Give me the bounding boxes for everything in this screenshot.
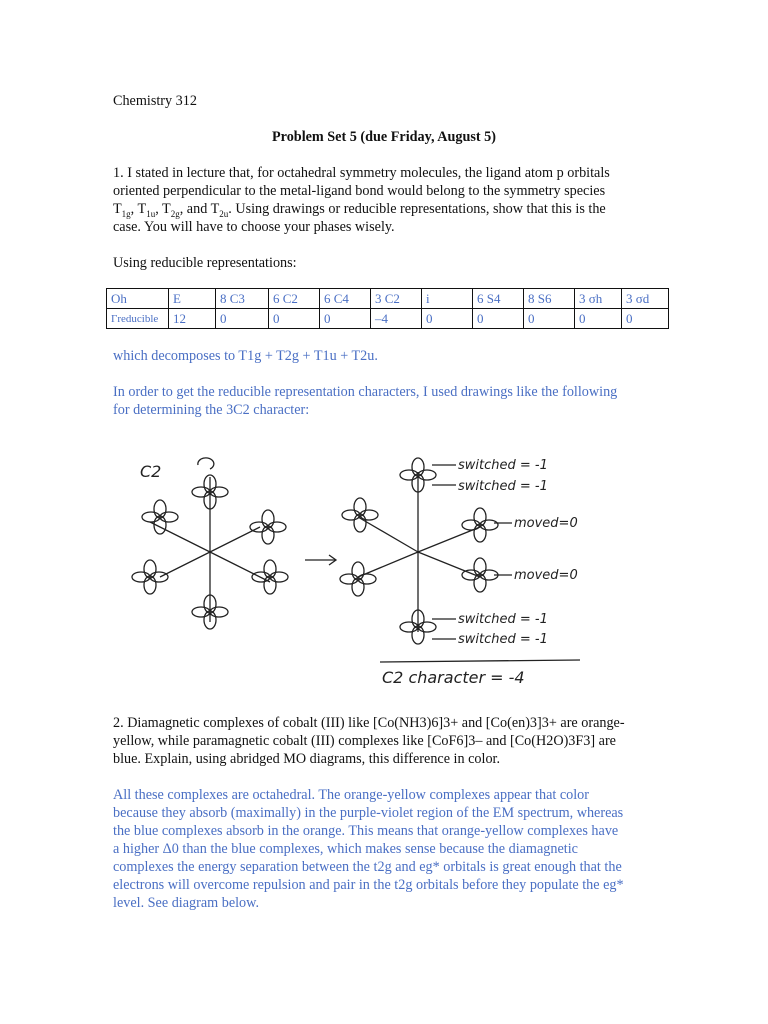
answer2-line-6: electrons will overcome repulsion and pair in the t2g orbitals before they populate the eg* [113, 877, 624, 893]
transform-arrow-icon [305, 555, 336, 565]
table-cell: 6 C2 [269, 289, 320, 309]
table-cell: 3 C2 [371, 289, 422, 309]
table-cell: 6 C4 [320, 289, 371, 309]
table-cell: 3 σd [622, 289, 669, 309]
table-cell: E [169, 289, 216, 309]
c2-character-label: C2 character = -4 [382, 668, 525, 687]
switched-label-2: switched = -1 [458, 479, 548, 494]
table-row [107, 309, 669, 329]
q1-line-3: $T_{1g}$, $T_{1u}$, $T_{2g}$, and $T_{2u}$. Using drawings or reducible representations, show that this is the [113, 201, 606, 219]
decomposition-text: which decomposes to T1g + T2g + T1u + T2u. [113, 348, 378, 364]
table-cell: 0 [575, 309, 622, 329]
answer1-line-2: for determining the 3C2 character: [113, 402, 310, 418]
using-reducible: Using reducible representations: [113, 255, 297, 271]
q2-line-2: yellow, while paramagnetic cobalt (III) complexes like [CoF6]3– and [Co(H2O)3F3] are [113, 733, 616, 749]
switched-label-1: switched = -1 [458, 458, 548, 473]
table-cell: i [422, 289, 473, 309]
q1-line-4: case. You will have to choose your phases wisely. [113, 219, 395, 235]
moved-label-2: moved=0 [514, 568, 578, 583]
answer2-line-1: All these complexes are octahedral. The orange-yellow complexes appear that color [113, 787, 590, 803]
table-cell: Oh [107, 289, 169, 309]
table-cell: 8 S6 [524, 289, 575, 309]
rotation-arrow-icon [198, 458, 214, 469]
q2-line-3: blue. Explain, using abridged MO diagrams, this difference in color. [113, 751, 501, 767]
q1-line-2: oriented perpendicular to the metal-ligand bond would belong to the symmetry species [113, 183, 606, 199]
species-t: T [113, 201, 122, 217]
table-cell: 0 [269, 309, 320, 329]
table-cell: 12 [169, 309, 216, 329]
table-cell: 6 S4 [473, 289, 524, 309]
switched-label-4: switched = -1 [458, 632, 548, 647]
q1-line-1: 1. I stated in lecture that, for octahedral symmetry molecules, the ligand atom p orbitals [113, 165, 610, 181]
table-cell: 0 [216, 309, 269, 329]
moved-label-1: moved=0 [514, 516, 578, 531]
table-cell: 0 [422, 309, 473, 329]
table-cell: 0 [473, 309, 524, 329]
answer2-line-2: because they absorb (maximally) in the purple-violet region of the EM spectrum, whereas [113, 805, 624, 821]
table-cell: 8 C3 [216, 289, 269, 309]
answer2-line-5: complexes the energy separation between the t2g and eg* orbitals is great enough that the [113, 859, 622, 875]
switched-label-3: switched = -1 [458, 612, 548, 627]
answer2-line-3: the blue complexes absorb in the orange. This means that orange-yellow complexes have [113, 823, 619, 839]
q2-line-1: 2. Diamagnetic complexes of cobalt (III) like [Co(NH3)6]3+ and [Co(en)3]3+ are orange- [113, 715, 625, 731]
table-cell: –4 [371, 309, 422, 329]
octahedron-before-drawing [132, 458, 288, 629]
orbital-sketch-figure [120, 447, 590, 687]
course-name: Chemistry 312 [113, 93, 197, 109]
table-row-label: Γreducible [107, 309, 169, 329]
c2-label: C2 [140, 462, 162, 481]
answer2-line-7: level. See diagram below. [113, 895, 260, 911]
table-cell: 0 [622, 309, 669, 329]
table-cell: 3 σh [575, 289, 622, 309]
character-table [106, 288, 669, 329]
answer1-line-1: In order to get the reducible representation characters, I used drawings like the following [113, 384, 618, 400]
table-cell: 0 [524, 309, 575, 329]
problem-set-title: Problem Set 5 (due Friday, August 5) [272, 129, 496, 145]
answer2-line-4: a higher Δ0 than the blue complexes, which makes sense because the diamagnetic [113, 841, 578, 857]
table-header-row [107, 289, 669, 309]
table-cell: 0 [320, 309, 371, 329]
